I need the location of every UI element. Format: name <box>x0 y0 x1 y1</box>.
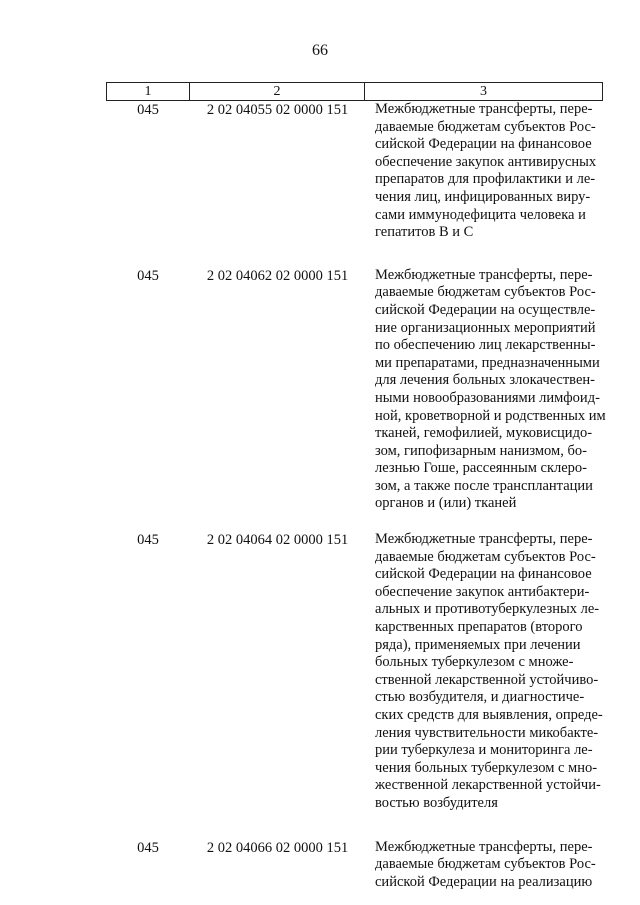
budget-classification-code: 2 02 04064 02 0000 151 <box>206 532 349 549</box>
description-line: ления чувствительности микобакте- <box>375 724 599 741</box>
description-line: ными новообразованиями лимфоид- <box>375 389 600 406</box>
description-line: востью возбудителя <box>375 794 498 811</box>
description-line: сами иммунодефицита человека и <box>375 206 586 223</box>
table-row <box>106 531 603 813</box>
page-number: 66 <box>312 42 328 59</box>
description-line: даваемые бюджетам субъектов Рос- <box>375 548 596 565</box>
header-col-3: 3 <box>365 83 603 100</box>
income-description <box>365 101 603 242</box>
description-line: по обеспечению лиц лекарственны- <box>375 337 596 354</box>
table-header-row <box>106 82 603 101</box>
description-line: ние организационных мероприятий <box>375 319 596 336</box>
description-line: даваемые бюджетам субъектов Рос- <box>375 284 596 301</box>
description-line: чения больных туберкулезом с мно- <box>375 759 598 776</box>
description-line: ми препаратами, предназначенными <box>375 354 600 371</box>
description-line: препаратов для профилактики и ле- <box>375 171 596 188</box>
description-line: обеспечение закупок антивирусных <box>375 153 597 170</box>
description-line: ских средств для выявления, опреде- <box>375 707 603 723</box>
admin-code: 045 <box>137 532 159 549</box>
description-line: зом, а также после трансплантации <box>375 477 593 494</box>
table-row <box>106 266 606 513</box>
admin-code: 045 <box>137 267 159 284</box>
description-line: карственных препаратов (второго <box>375 619 583 636</box>
income-description <box>365 531 603 813</box>
table-body <box>106 101 606 891</box>
description-line: Межбюджетные трансферты, пере- <box>375 838 593 855</box>
description-line: сийской Федерации на реализацию <box>375 873 593 890</box>
description-line: даваемые бюджетам субъектов Рос- <box>375 118 596 135</box>
budget-classification-code: 2 02 04066 02 0000 151 <box>206 839 349 856</box>
header-col-1: 1 <box>106 83 190 100</box>
description-line: зом, гипофизарным нанизмом, бо- <box>375 442 587 459</box>
admin-code: 045 <box>137 102 159 118</box>
income-description <box>365 266 606 513</box>
budget-classification-code: 2 02 04055 02 0000 151 <box>206 102 349 118</box>
description-line: ряда), применяемых при лечении <box>375 636 581 653</box>
description-line: альных и противотуберкулезных ле- <box>375 601 600 618</box>
description-line: сийской Федерации на финансовое <box>375 136 592 153</box>
description-line: для лечения больных злокачествен- <box>375 372 595 389</box>
description-line: Межбюджетные трансферты, пере- <box>375 101 593 117</box>
table-row <box>106 839 603 892</box>
table-row <box>106 101 603 242</box>
description-line: лезнью Гоше, рассеянным склеро- <box>375 460 587 477</box>
description-line: больных туберкулезом с множе- <box>375 654 574 671</box>
budget-classification-code: 2 02 04062 02 0000 151 <box>206 267 349 284</box>
description-line: сийской Федерации на финансовое <box>375 566 592 583</box>
description-line: органов и (или) тканей <box>375 495 517 512</box>
description-line: чения лиц, инфицированных виру- <box>375 188 591 205</box>
description-line: обеспечение закупок антибактери- <box>375 583 590 600</box>
description-line: даваемые бюджетам субъектов Рос- <box>375 856 596 873</box>
description-line: сийской Федерации на осуществле- <box>375 301 596 318</box>
description-line: жественной лекарственной устойчи- <box>375 777 601 794</box>
description-line: Межбюджетные трансферты, пере- <box>375 531 593 548</box>
description-line: ной, кроветворной и родственных им <box>375 407 606 424</box>
income-description <box>365 839 603 892</box>
description-line: рии туберкулеза и мониторинга ле- <box>375 742 593 759</box>
description-line: тканей, гемофилией, муковисцидо- <box>375 425 593 442</box>
admin-code: 045 <box>137 839 159 856</box>
description-line: гепатитов В и С <box>375 224 474 241</box>
description-line: стью возбудителя, и диагностиче- <box>375 689 585 706</box>
description-line: ственной лекарственной устойчиво- <box>375 671 599 688</box>
description-line: Межбюджетные трансферты, пере- <box>375 266 593 283</box>
header-col-2: 2 <box>190 83 365 100</box>
